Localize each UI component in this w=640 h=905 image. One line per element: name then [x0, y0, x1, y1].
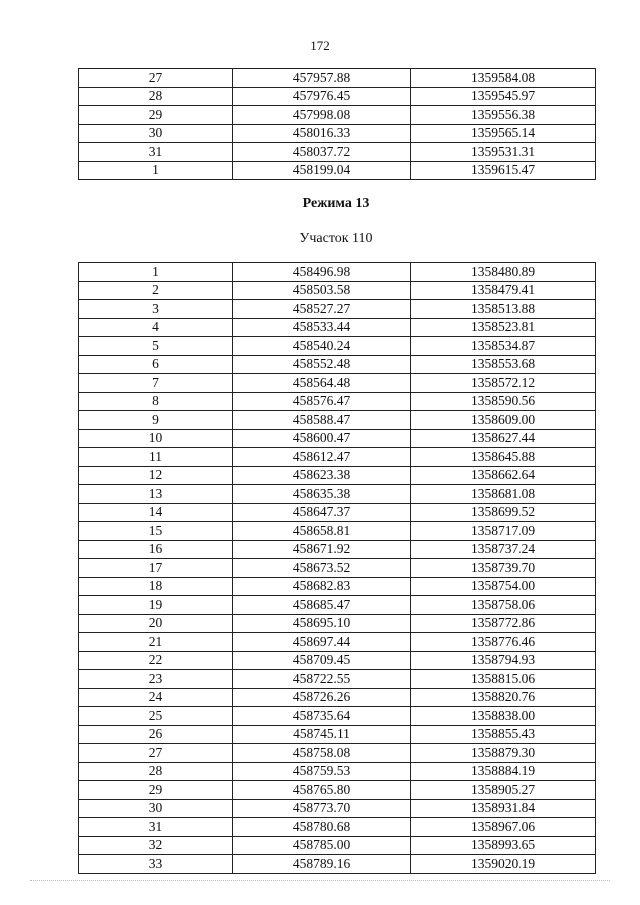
table-row — [79, 143, 596, 162]
x-coordinate-cell: 458199.04 — [233, 161, 411, 180]
coordinates-table — [78, 262, 596, 874]
x-coordinate-cell: 458773.70 — [233, 799, 411, 818]
scan-artifact-line — [30, 880, 610, 881]
y-coordinate-cell: 1358479.41 — [411, 281, 596, 300]
point-number-cell: 18 — [79, 577, 233, 596]
table-row — [79, 744, 596, 763]
table-row — [79, 281, 596, 300]
table-row — [79, 799, 596, 818]
y-coordinate-cell: 1358717.09 — [411, 522, 596, 541]
y-coordinate-cell: 1358776.46 — [411, 633, 596, 652]
y-coordinate-cell: 1359531.31 — [411, 143, 596, 162]
y-coordinate-cell: 1358754.00 — [411, 577, 596, 596]
table-row — [79, 318, 596, 337]
x-coordinate-cell: 458682.83 — [233, 577, 411, 596]
x-coordinate-cell: 458722.55 — [233, 670, 411, 689]
x-coordinate-cell: 458588.47 — [233, 411, 411, 430]
table-row — [79, 836, 596, 855]
table-row — [79, 161, 596, 180]
table-row — [79, 69, 596, 88]
y-coordinate-cell: 1359556.38 — [411, 106, 596, 125]
x-coordinate-cell: 458697.44 — [233, 633, 411, 652]
y-coordinate-cell: 1359565.14 — [411, 124, 596, 143]
point-number-cell: 20 — [79, 614, 233, 633]
point-number-cell: 31 — [79, 143, 233, 162]
point-number-cell: 19 — [79, 596, 233, 615]
point-number-cell: 5 — [79, 337, 233, 356]
y-coordinate-cell: 1359615.47 — [411, 161, 596, 180]
x-coordinate-cell: 458685.47 — [233, 596, 411, 615]
point-number-cell: 1 — [79, 263, 233, 282]
table-row — [79, 522, 596, 541]
y-coordinate-cell: 1358681.08 — [411, 485, 596, 504]
table-row — [79, 540, 596, 559]
y-coordinate-cell: 1358572.12 — [411, 374, 596, 393]
x-coordinate-cell: 458709.45 — [233, 651, 411, 670]
table-row — [79, 614, 596, 633]
y-coordinate-cell: 1358758.06 — [411, 596, 596, 615]
point-number-cell: 26 — [79, 725, 233, 744]
x-coordinate-cell: 458540.24 — [233, 337, 411, 356]
point-number-cell: 16 — [79, 540, 233, 559]
table-row — [79, 651, 596, 670]
table-row — [79, 355, 596, 374]
table-row — [79, 466, 596, 485]
point-number-cell: 14 — [79, 503, 233, 522]
x-coordinate-cell: 458758.08 — [233, 744, 411, 763]
y-coordinate-cell: 1358993.65 — [411, 836, 596, 855]
y-coordinate-cell: 1358627.44 — [411, 429, 596, 448]
x-coordinate-cell: 457998.08 — [233, 106, 411, 125]
y-coordinate-cell: 1358662.64 — [411, 466, 596, 485]
point-number-cell: 32 — [79, 836, 233, 855]
point-number-cell: 10 — [79, 429, 233, 448]
point-number-cell: 17 — [79, 559, 233, 578]
table-row — [79, 429, 596, 448]
point-number-cell: 27 — [79, 744, 233, 763]
table-row — [79, 87, 596, 106]
coordinates-table-continued — [78, 68, 596, 180]
point-number-cell: 28 — [79, 762, 233, 781]
x-coordinate-cell: 458623.38 — [233, 466, 411, 485]
point-number-cell: 21 — [79, 633, 233, 652]
x-coordinate-cell: 458496.98 — [233, 263, 411, 282]
x-coordinate-cell: 458576.47 — [233, 392, 411, 411]
x-coordinate-cell: 458552.48 — [233, 355, 411, 374]
point-number-cell: 27 — [79, 69, 233, 88]
point-number-cell: 1 — [79, 161, 233, 180]
y-coordinate-cell: 1358609.00 — [411, 411, 596, 430]
table-row — [79, 503, 596, 522]
table-row — [79, 596, 596, 615]
x-coordinate-cell: 458612.47 — [233, 448, 411, 467]
page-number: 172 — [310, 38, 330, 53]
point-number-cell: 30 — [79, 124, 233, 143]
y-coordinate-cell: 1358772.86 — [411, 614, 596, 633]
table-row — [79, 725, 596, 744]
y-coordinate-cell: 1359545.97 — [411, 87, 596, 106]
section-title: Участок 110 — [299, 231, 373, 246]
point-number-cell: 9 — [79, 411, 233, 430]
table-row — [79, 106, 596, 125]
x-coordinate-cell: 458647.37 — [233, 503, 411, 522]
point-number-cell: 2 — [79, 281, 233, 300]
regime-title: Режима 13 — [302, 196, 370, 211]
y-coordinate-cell: 1358838.00 — [411, 707, 596, 726]
point-number-cell: 7 — [79, 374, 233, 393]
y-coordinate-cell: 1359020.19 — [411, 855, 596, 874]
point-number-cell: 22 — [79, 651, 233, 670]
x-coordinate-cell: 458745.11 — [233, 725, 411, 744]
x-coordinate-cell: 458780.68 — [233, 818, 411, 837]
y-coordinate-cell: 1358879.30 — [411, 744, 596, 763]
table-row — [79, 485, 596, 504]
point-number-cell: 25 — [79, 707, 233, 726]
x-coordinate-cell: 458671.92 — [233, 540, 411, 559]
y-coordinate-cell: 1358794.93 — [411, 651, 596, 670]
x-coordinate-cell: 458533.44 — [233, 318, 411, 337]
table-row — [79, 411, 596, 430]
point-number-cell: 29 — [79, 106, 233, 125]
point-number-cell: 33 — [79, 855, 233, 874]
y-coordinate-cell: 1358739.70 — [411, 559, 596, 578]
y-coordinate-cell: 1358737.24 — [411, 540, 596, 559]
point-number-cell: 29 — [79, 781, 233, 800]
point-number-cell: 24 — [79, 688, 233, 707]
table-row — [79, 337, 596, 356]
x-coordinate-cell: 458695.10 — [233, 614, 411, 633]
x-coordinate-cell: 458789.16 — [233, 855, 411, 874]
y-coordinate-cell: 1358931.84 — [411, 799, 596, 818]
y-coordinate-cell: 1358967.06 — [411, 818, 596, 837]
point-number-cell: 13 — [79, 485, 233, 504]
table-row — [79, 855, 596, 874]
x-coordinate-cell: 458016.33 — [233, 124, 411, 143]
table-row — [79, 818, 596, 837]
table-row — [79, 781, 596, 800]
y-coordinate-cell: 1358534.87 — [411, 337, 596, 356]
x-coordinate-cell: 458635.38 — [233, 485, 411, 504]
point-number-cell: 28 — [79, 87, 233, 106]
table-row — [79, 300, 596, 319]
point-number-cell: 12 — [79, 466, 233, 485]
x-coordinate-cell: 458759.53 — [233, 762, 411, 781]
y-coordinate-cell: 1358480.89 — [411, 263, 596, 282]
x-coordinate-cell: 457976.45 — [233, 87, 411, 106]
x-coordinate-cell: 458503.58 — [233, 281, 411, 300]
y-coordinate-cell: 1358645.88 — [411, 448, 596, 467]
table-row — [79, 392, 596, 411]
table-row — [79, 559, 596, 578]
point-number-cell: 23 — [79, 670, 233, 689]
point-number-cell: 4 — [79, 318, 233, 337]
point-number-cell: 6 — [79, 355, 233, 374]
table-row — [79, 374, 596, 393]
y-coordinate-cell: 1358820.76 — [411, 688, 596, 707]
y-coordinate-cell: 1358815.06 — [411, 670, 596, 689]
point-number-cell: 15 — [79, 522, 233, 541]
table-row — [79, 577, 596, 596]
point-number-cell: 11 — [79, 448, 233, 467]
x-coordinate-cell: 458735.64 — [233, 707, 411, 726]
x-coordinate-cell: 458564.48 — [233, 374, 411, 393]
y-coordinate-cell: 1358513.88 — [411, 300, 596, 319]
x-coordinate-cell: 458726.26 — [233, 688, 411, 707]
point-number-cell: 30 — [79, 799, 233, 818]
x-coordinate-cell: 458765.80 — [233, 781, 411, 800]
y-coordinate-cell: 1358855.43 — [411, 725, 596, 744]
table-row — [79, 688, 596, 707]
y-coordinate-cell: 1359584.08 — [411, 69, 596, 88]
x-coordinate-cell: 458600.47 — [233, 429, 411, 448]
x-coordinate-cell: 458527.27 — [233, 300, 411, 319]
x-coordinate-cell: 458037.72 — [233, 143, 411, 162]
x-coordinate-cell: 458785.00 — [233, 836, 411, 855]
point-number-cell: 31 — [79, 818, 233, 837]
y-coordinate-cell: 1358699.52 — [411, 503, 596, 522]
x-coordinate-cell: 457957.88 — [233, 69, 411, 88]
point-number-cell: 8 — [79, 392, 233, 411]
y-coordinate-cell: 1358523.81 — [411, 318, 596, 337]
table-row — [79, 124, 596, 143]
y-coordinate-cell: 1358884.19 — [411, 762, 596, 781]
table-row — [79, 448, 596, 467]
table-row — [79, 670, 596, 689]
y-coordinate-cell: 1358590.56 — [411, 392, 596, 411]
table-row — [79, 707, 596, 726]
table-row — [79, 263, 596, 282]
point-number-cell: 3 — [79, 300, 233, 319]
x-coordinate-cell: 458658.81 — [233, 522, 411, 541]
x-coordinate-cell: 458673.52 — [233, 559, 411, 578]
y-coordinate-cell: 1358905.27 — [411, 781, 596, 800]
y-coordinate-cell: 1358553.68 — [411, 355, 596, 374]
table-row — [79, 633, 596, 652]
table-row — [79, 762, 596, 781]
